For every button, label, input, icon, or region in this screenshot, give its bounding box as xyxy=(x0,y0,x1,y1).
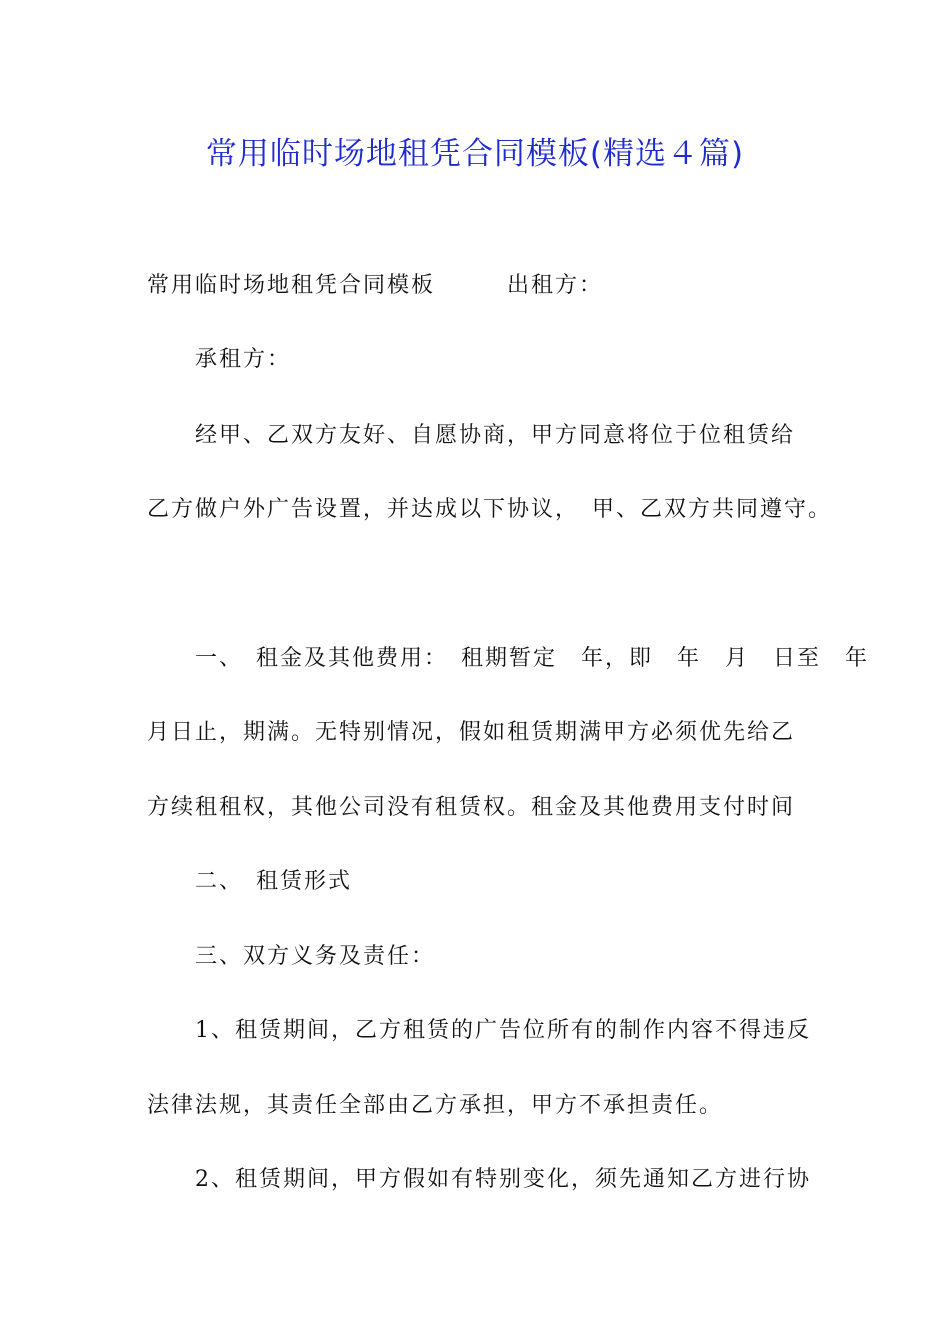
text-line-4: 乙方做户外广告设置，并达成以下协议， 甲、乙双方共同遵守。 xyxy=(147,497,833,522)
text-line-10: 1、租赁期间，乙方租赁的广告位所有的制作内容不得违反 xyxy=(147,1018,811,1043)
text-line-5: 一、 租金及其他费用： 租期暂定 年，即 年 月 日至 年 xyxy=(147,646,870,671)
text-line-8: 二、 租赁形式 xyxy=(147,869,353,894)
text-line-3: 经甲、乙双方友好、自愿协商，甲方同意将位于位租赁给 xyxy=(147,423,796,448)
text-line-2: 承租方： xyxy=(147,347,292,372)
text-line-6: 月日止，期满。无特别情况，假如租赁期满甲方必须优先给乙 xyxy=(147,720,796,745)
text-line-12: 2、租赁期间，甲方假如有特别变化，须先通知乙方进行协 xyxy=(147,1167,811,1192)
text-line-9: 三、双方义务及责任： xyxy=(147,944,436,969)
text-line-7: 方续租租权，其他公司没有租赁权。租金及其他费用支付时间 xyxy=(147,795,796,820)
text-line-1: 常用临时场地租凭合同模板 出租方： xyxy=(147,273,604,298)
text-line-11: 法律法规，其责任全部由乙方承担，甲方不承担责任。 xyxy=(147,1093,724,1118)
document-title: 常用临时场地租凭合同模板(精选４篇) xyxy=(205,136,745,172)
